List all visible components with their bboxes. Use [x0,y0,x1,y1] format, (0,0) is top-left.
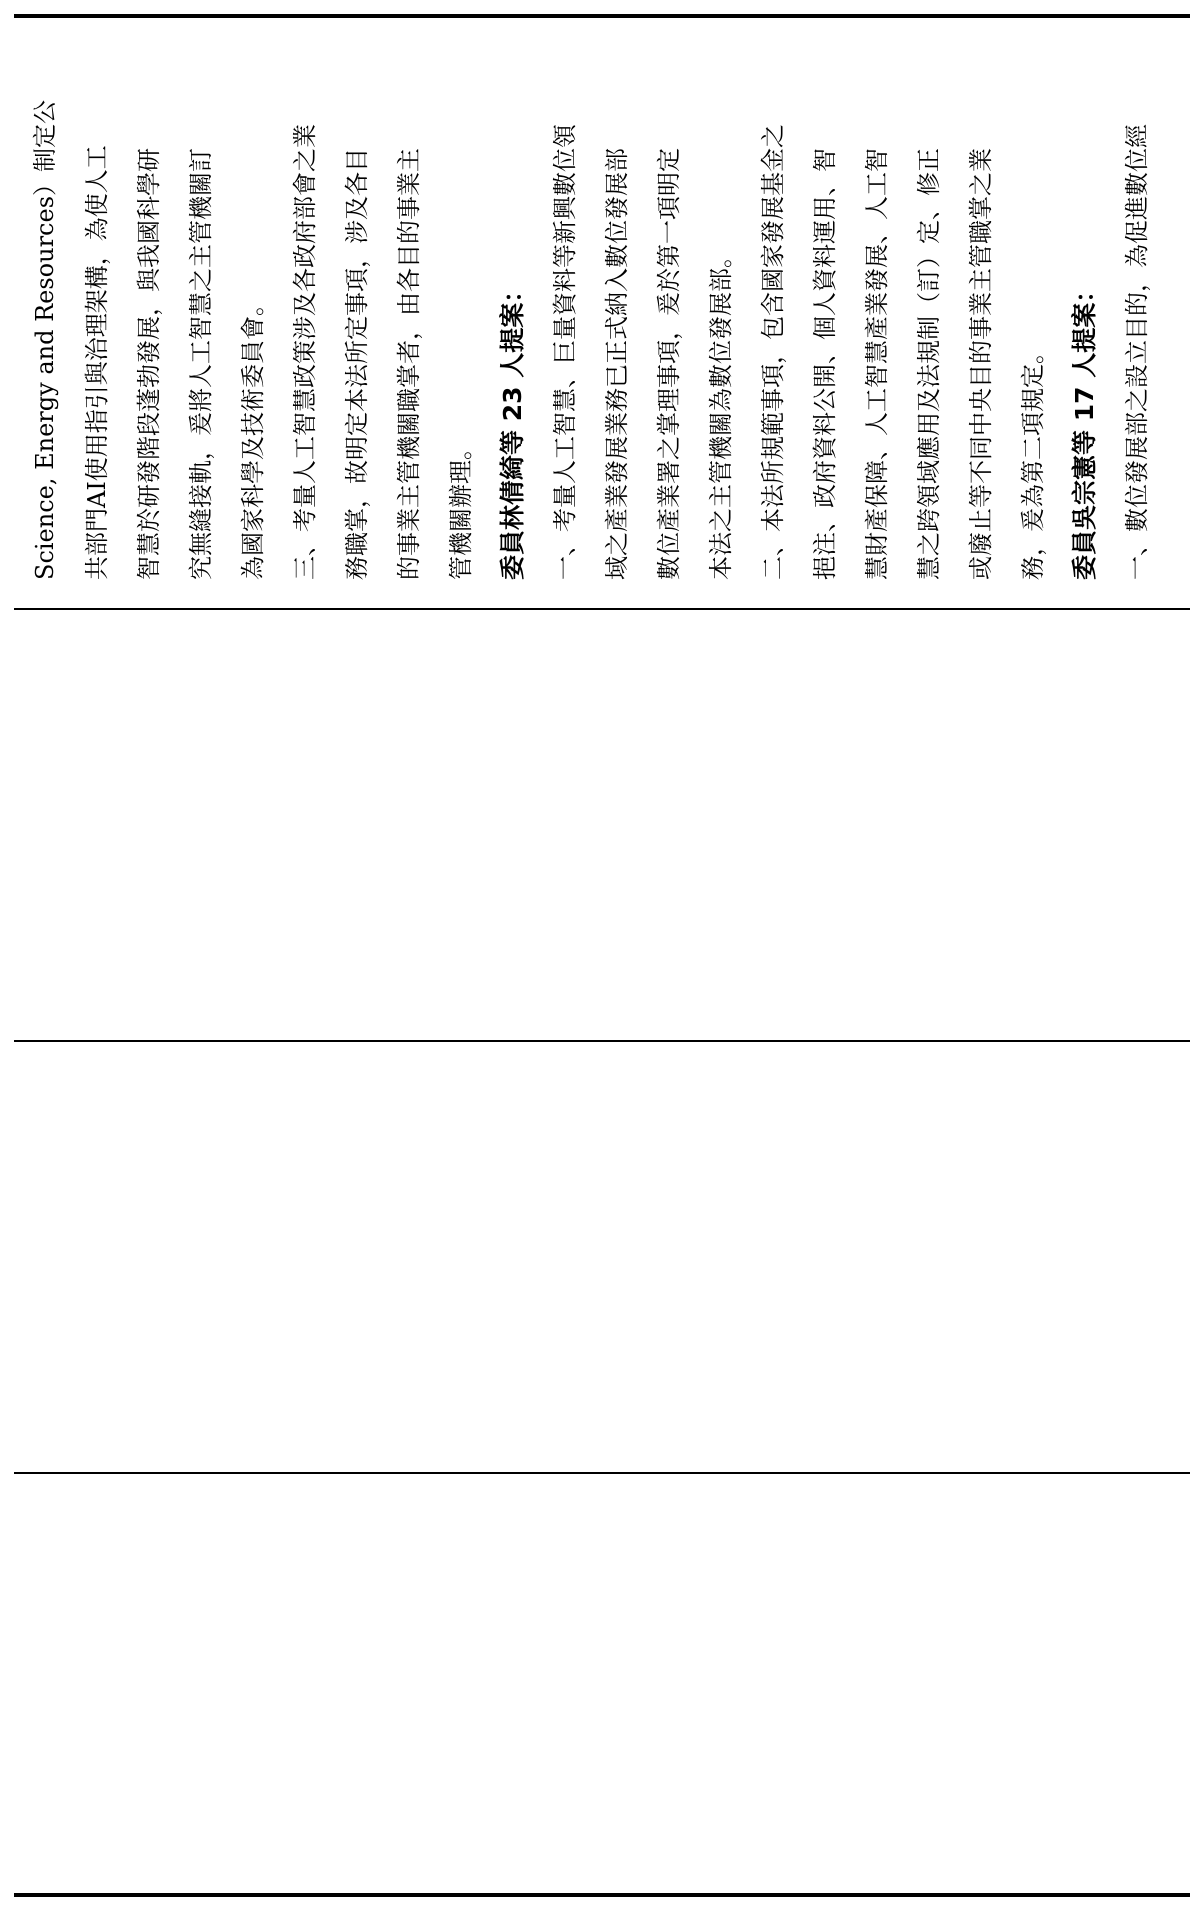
text-line: 智慧於研發階段蓬勃發展，與我國科學研 [135,148,163,580]
text-line: 二、本法所規範事項，包含國家發展基金之 [759,124,787,580]
text-line: 挹注、政府資料公開、個人資料運用、智 [811,148,839,580]
text-line: 的事業主管機關職掌者，由各目的事業主 [395,148,423,580]
text-line: 本法之主管機關為數位發展部。 [707,244,735,580]
text-line: 域之產業發展業務已正式納入數位發展部 [603,148,631,580]
section-divider [14,1040,1190,1042]
text-line: 為國家科學及技術委員會。 [239,292,267,580]
text-line: 務職掌，故明定本法所定事項，涉及各目 [343,148,371,580]
rotated-text-column [20,20,1188,606]
text-line: 慧之跨領域應用及法規制（訂）定、修正 [915,148,943,580]
bottom-border-rule [14,1893,1190,1897]
text-line: 一、數位發展部之設立目的，為促進數位經 [1123,124,1151,580]
text-line: 務，爰為第二項規定。 [1019,340,1047,580]
text-line: 慧財產保障、人工智慧產業發展、人工智 [863,148,891,580]
text-line: 管機關辦理。 [447,436,475,580]
rotated-page-body [20,20,1170,580]
text-line: 或廢止等不同中央目的事業主管職掌之業 [967,148,995,580]
proposal-heading: 委員林倩綺等 23 人提案： [498,277,527,580]
text-line: 共部門AI使用指引與治理架構，為使人工 [83,145,111,580]
text-line: 一、考量人工智慧、巨量資料等新興數位領 [551,124,579,580]
text-line: 數位產業署之掌理事項，爰於第一項明定 [655,148,683,580]
section-divider [14,608,1190,610]
text-line: 究無縫接軌，爰將人工智慧之主管機關訂 [187,148,215,580]
section-divider [14,1472,1190,1474]
text-line: 三、考量人工智慧政策涉及各政府部會之業 [291,124,319,580]
top-border-rule [14,14,1190,18]
text-line: Science, Energy and Resources）制定公 [31,99,59,580]
proposal-heading: 委員吳宗憲等 17 人提案： [1070,277,1099,580]
